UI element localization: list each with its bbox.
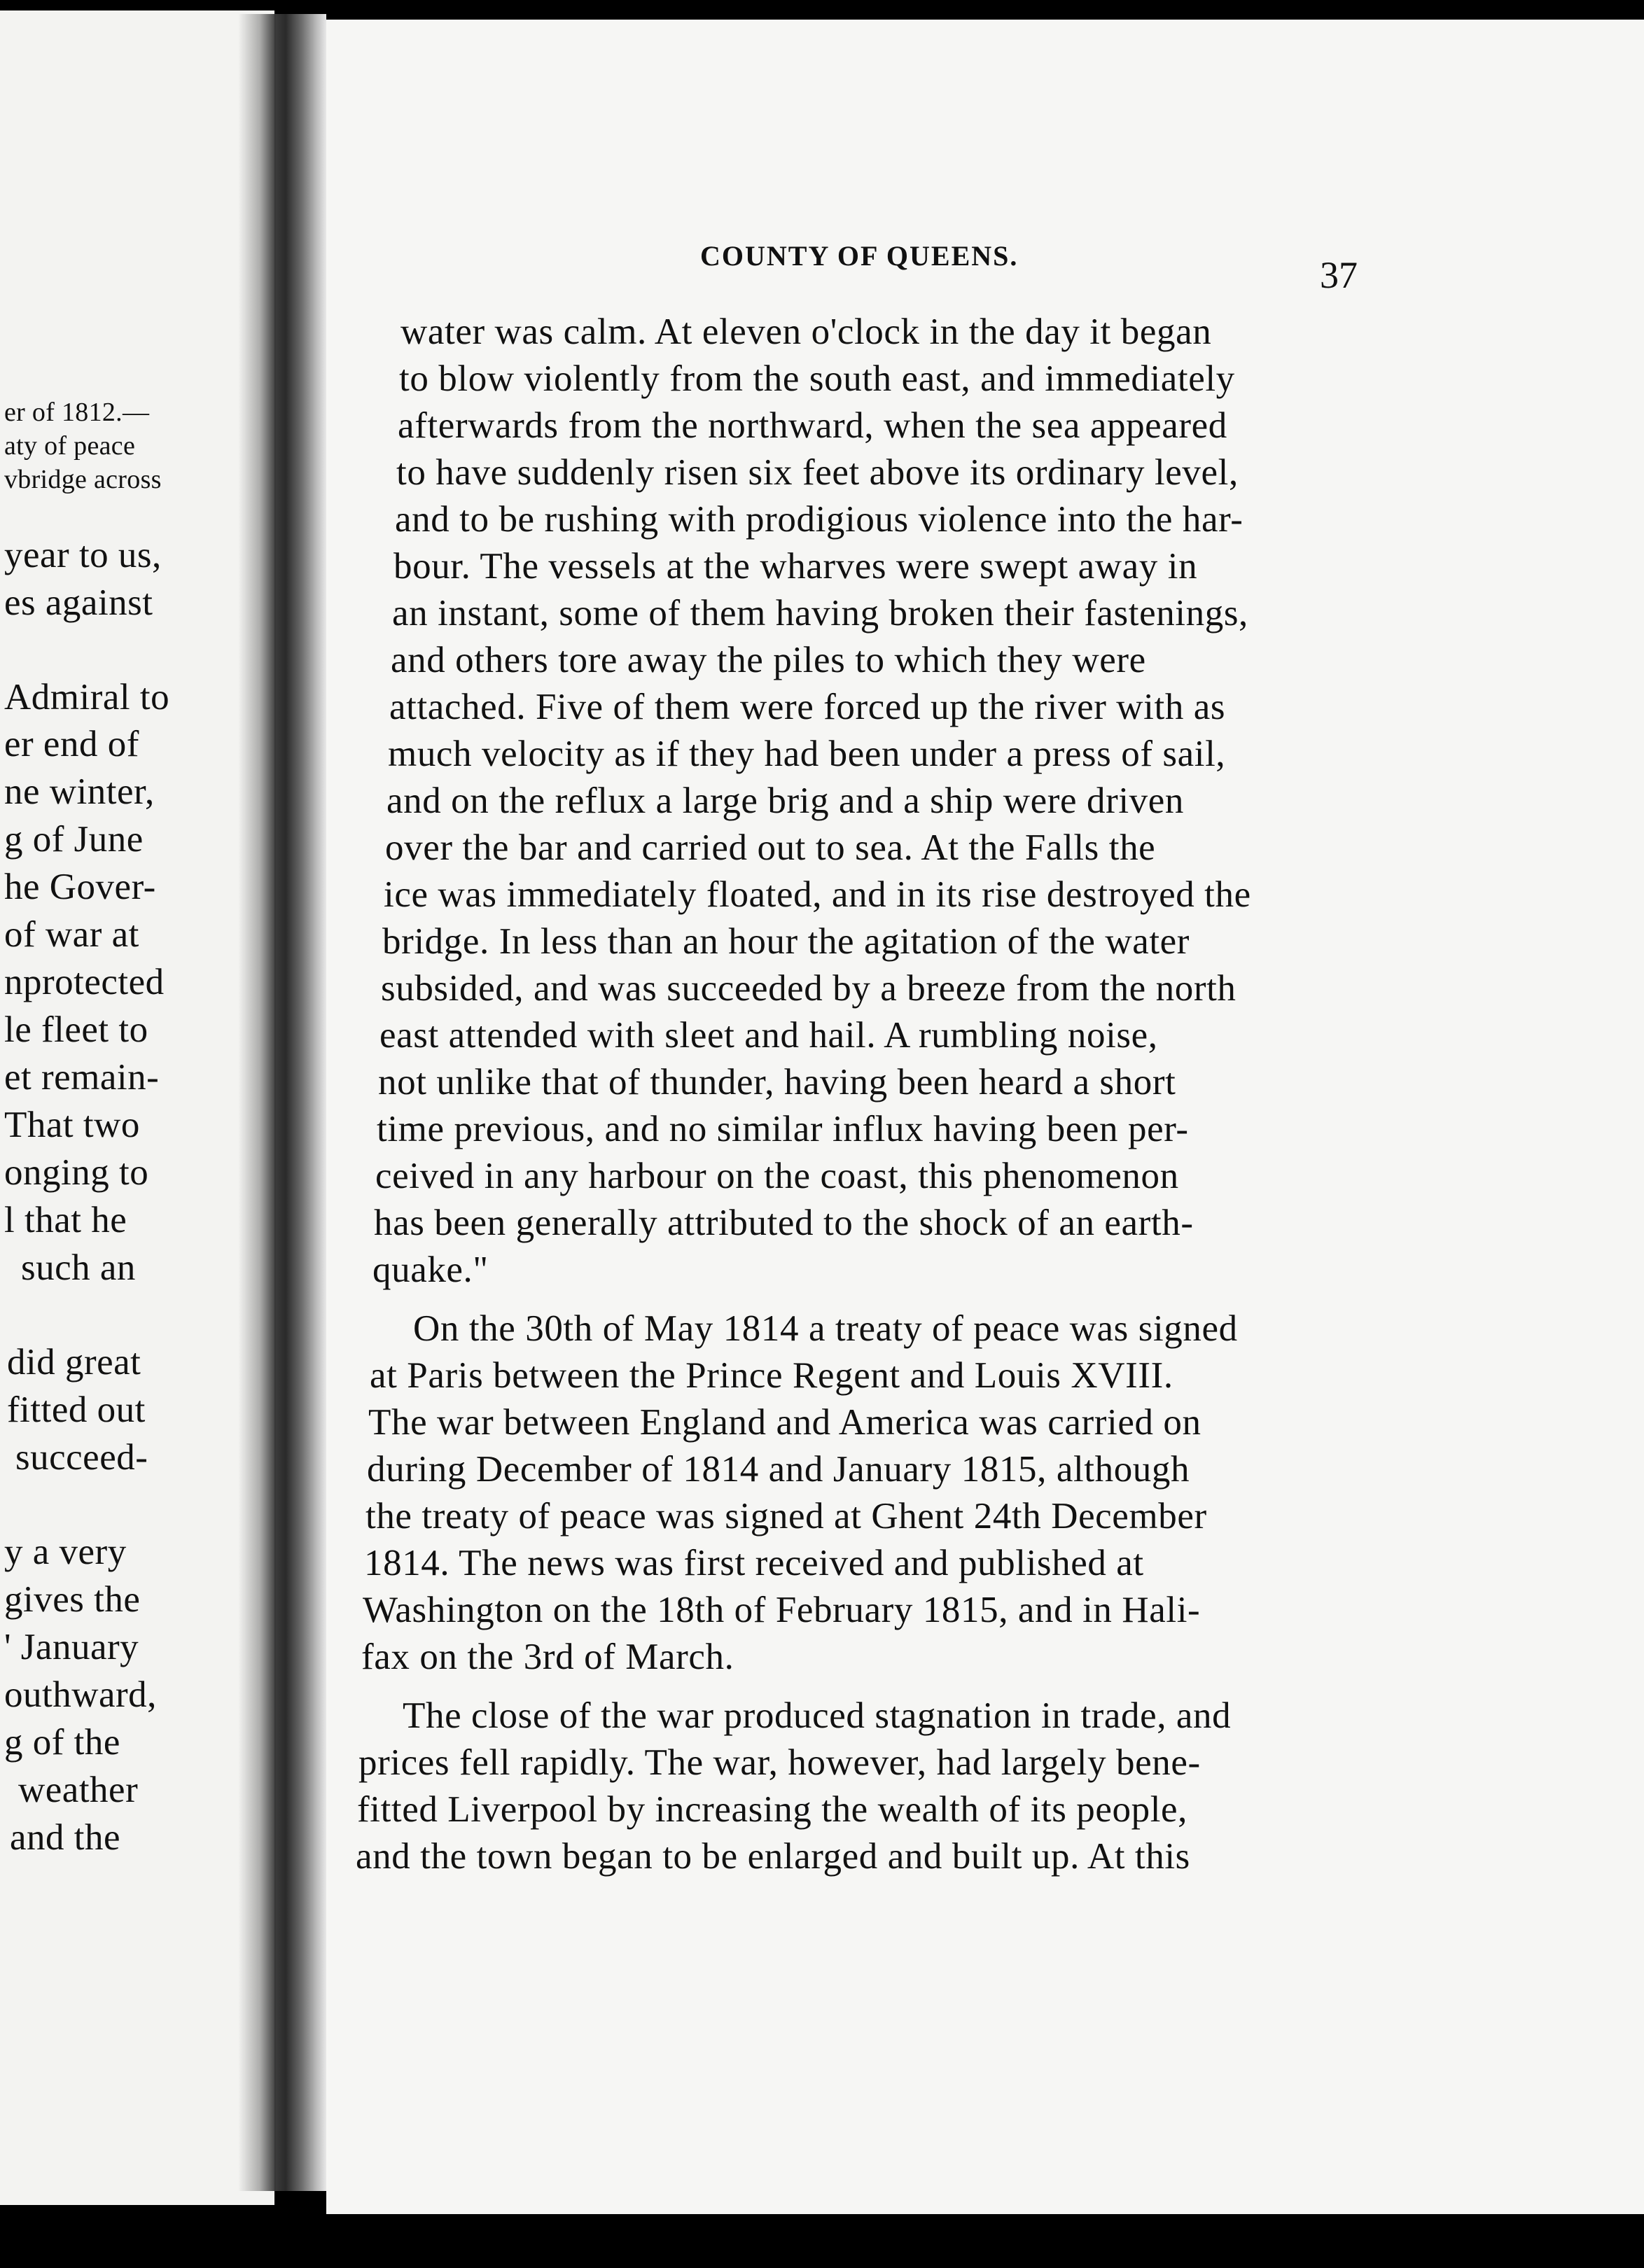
text-line: to have suddenly risen six feet above its ordinary level, [396,452,1239,493]
text-line: during December of 1814 and January 1815, although [367,1449,1190,1490]
text-line: Washington on the 18th of February 1815, and in Hali- [363,1590,1201,1630]
text-line: ceived in any harbour on the coast, this phenomenon [375,1156,1179,1196]
left-page-line: er of 1812.— [4,398,150,427]
left-page-line: and the [10,1817,121,1858]
text-line: prices fell rapidly. The war, however, had largely bene- [358,1742,1201,1783]
left-page-line: weather [18,1770,139,1810]
text-line: the treaty of peace was signed at Ghent 24th December [365,1496,1207,1536]
text-line: over the bar and carried out to sea. At the Falls the [385,827,1156,868]
left-page-line: he Gover- [4,867,156,907]
left-page-line: le fleet to [4,1009,148,1050]
text-line: has been generally attributed to the shock of an earth- [374,1203,1194,1243]
book-spine [286,14,326,2191]
text-line: and on the reflux a large brig and a ship were driven [386,780,1185,821]
left-page-line: aty of peace [4,431,136,461]
left-page-line: such an [21,1247,136,1288]
left-page-line: year to us, [4,535,162,575]
left-page-line: fitted out [7,1390,146,1430]
left-page-line: nprotected [4,962,165,1002]
left-page-line: es against [4,582,153,623]
text-line: fax on the 3rd of March. [361,1637,734,1677]
left-page-line: ne winter, [4,771,155,812]
text-line: ice was immediately floated, and in its rise destroyed the [384,874,1251,915]
running-header: COUNTY OF QUEENS. [700,240,1019,272]
text-line: On the 30th of May 1814 a treaty of peace was signed [413,1308,1238,1349]
text-line: and the town began to be enlarged and built up. At this [356,1836,1190,1877]
text-line: attached. Five of them were forced up the river with as [389,687,1226,727]
left-page-line: of war at [4,914,139,955]
left-page [0,10,274,2205]
text-line: 1814. The news was first received and published at [364,1543,1144,1583]
left-page-line: y a very [4,1532,127,1572]
left-page-line: onging to [4,1152,149,1193]
text-line: The war between England and America was carried on [368,1402,1201,1443]
text-line: water was calm. At eleven o'clock in the day it began [400,312,1212,352]
left-page-line: did great [7,1342,141,1382]
text-line: and to be rushing with prodigious violence into the har- [395,499,1244,540]
text-line: afterwards from the northward, when the sea appeared [398,405,1227,446]
text-line: The close of the war produced stagnation in trade, and [403,1695,1232,1736]
text-line: at Paris between the Prince Regent and Louis XVIII. [370,1355,1173,1396]
left-page-line: ' January [4,1627,139,1667]
left-page-line: Admiral to [4,677,170,718]
left-page-line: l that he [4,1200,127,1240]
left-page-line: succeed- [15,1437,148,1478]
text-line: east attended with sleet and hail. A rumbling noise, [379,1015,1158,1056]
text-line: quake." [372,1250,489,1290]
left-page-line: g of the [4,1722,120,1763]
left-page-line: gives the [4,1579,141,1620]
text-line: not unlike that of thunder, having been heard a short [378,1062,1176,1102]
text-line: to blow violently from the south east, and immediately [399,358,1235,399]
left-page-line: outhward, [4,1674,157,1715]
left-page-line: g of June [4,819,144,860]
text-line: an instant, some of them having broken their fastenings, [392,593,1248,634]
left-page-line: et remain- [4,1057,160,1098]
text-line: fitted Liverpool by increasing the wealth of its people, [357,1789,1188,1830]
left-page-line: That two [4,1105,140,1145]
gutter-shadow [238,14,293,2191]
text-line: time previous, and no similar influx having been per- [377,1109,1189,1149]
page-number: 37 [1320,254,1358,296]
text-line: bour. The vessels at the wharves were swept away in [393,546,1198,587]
text-line: and others tore away the piles to which they were [391,640,1146,680]
text-line: much velocity as if they had been under a press of sail, [388,734,1226,774]
left-page-line: vbridge across [4,465,162,494]
left-page-line: er end of [4,724,139,764]
text-line: subsided, and was succeeded by a breeze from the north [381,968,1237,1009]
text-line: bridge. In less than an hour the agitation of the water [382,921,1190,962]
